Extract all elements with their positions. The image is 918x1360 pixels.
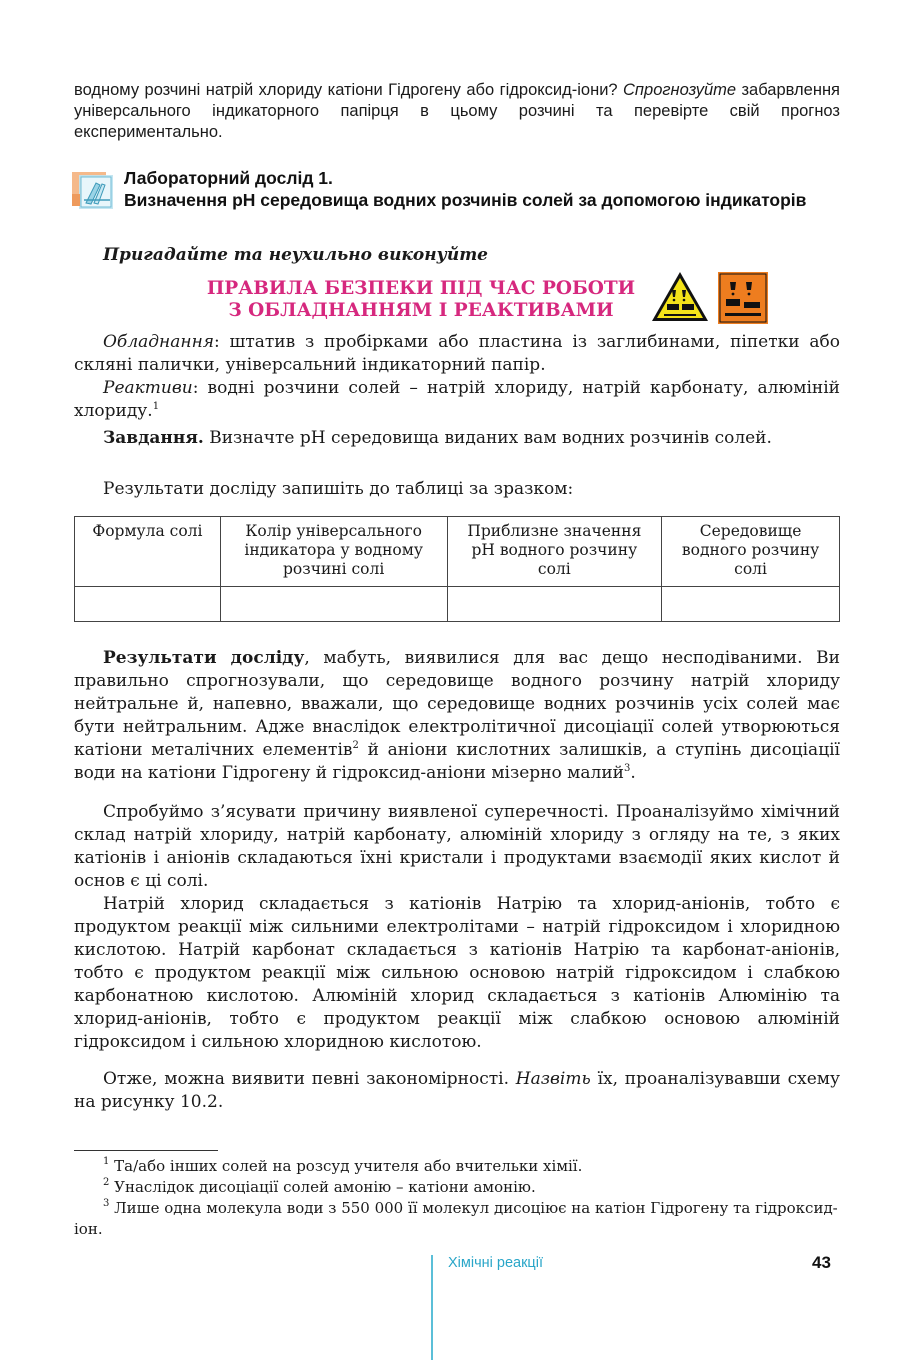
safety-rules-title: ПРАВИЛА БЕЗПЕКИ ПІД ЧАС РОБОТИ З ОБЛАДНАННЯМ І РЕАКТИВАМИ — [206, 278, 636, 321]
table-header-ph: Приблизне значення рН водного розчину солі — [447, 517, 662, 587]
analysis-paragraph: Спробуймо з’ясувати причину виявленої суперечності. Проаналізуймо хімічний склад натрій хлориду, натрій карбонату, алюміній хлориду з огляду на те, з яких катіонів і аніонів складаються їхні кристали і продуктами взаємодії яких кислот й основ є ці солі. — [74, 802, 840, 891]
results-table — [74, 516, 840, 622]
remember-note: Пригадайте та неухильно виконуйте — [103, 245, 488, 265]
table-header-formula: Формула солі — [75, 517, 221, 587]
lab-heading-line2: Визначення рН середовища водних розчинів солей за допомогою індикаторів — [124, 190, 807, 210]
table-header-color: Колір універсального індикатора у водному розчині солі — [220, 517, 447, 587]
intro-paragraph: водному розчині натрій хлориду катіони Гідрогену або гідроксид-іони? Спрогнозуйте забарвлення універсального індикаторного папірця в цьому розчині та перевірте свій прогноз експериментально. — [74, 81, 840, 141]
table-cell — [447, 587, 662, 622]
table-header-medium: Середовище водного розчину солі — [662, 517, 840, 587]
footer-section-title: Хімічні реакції — [448, 1255, 543, 1271]
footnote-1: $^1$ Та/або інших солей на розсуд учителя або вчительки хімії. — [103, 1156, 583, 1175]
footnote-2: $^2$ Унаслідок дисоціації солей амонію – катіони амонію. — [103, 1177, 536, 1196]
footer-divider — [431, 1255, 433, 1360]
table-intro: Результати досліду запишіть до таблиці за зразком: — [103, 479, 574, 499]
table-cell — [662, 587, 840, 622]
table-cell — [220, 587, 447, 622]
lab-heading — [124, 167, 840, 211]
table-header-row — [75, 517, 840, 587]
page-number: 43 — [812, 1253, 831, 1272]
reagents-paragraph: Реактиви: водні розчини солей – натрій хлориду, натрій карбонату, алюміній хлориду.$^1$ — [74, 378, 840, 421]
salts-composition-paragraph: Натрій хлорид складається з катіонів Натрію та хлорид-аніонів, тобто є продуктом реакції між сильними електролітами – натрій гідроксидом і хлоридною кислотою. Натрій карбонат складається з катіонів Натрію та карбонат-аніонів, тобто є продуктом реакції між сильною основою натрій гідроксидом і слабкою карбонатною кислотою. Алюміній хлорид складається з катіонів Алюмінію та хлорид-аніонів, тобто є продуктом реакції між слабкою основою алюміній гідроксидом і сильною хлоридною кислотою. — [74, 894, 840, 1052]
lab-heading-line1: Лабораторний дослід 1. — [124, 168, 333, 188]
task-paragraph: Завдання. Визначте рН середовища виданих вам водних розчинів солей. — [103, 428, 772, 448]
results-paragraph: Результати досліду, мабуть, виявилися для вас дещо несподіваними. Ви правильно спрогнозували, що середовище водного розчину натрій хлориду нейтральне й, напевно, вважали, що середовище водних розчинів усіх солей має бути нейтральним. Адже внаслідок електролітичної дисоціації солей утворюються катіони металічних елементів$^2$ й аніони кислотних залишків, а ступінь дисоціації води на катіони Гідрогену й гідроксид-аніони мізерно малий$^3$. — [74, 648, 840, 783]
table-cell — [75, 587, 221, 622]
corrosive-square-icon — [718, 272, 768, 324]
table-row — [75, 587, 840, 622]
lab-experiment-icon — [72, 170, 116, 210]
corrosive-triangle-icon — [650, 270, 710, 324]
conclusion-paragraph: Отже, можна виявити певні закономірності. Назвіть їх, проаналізувавши схему на рисунку 10.2. — [74, 1069, 840, 1112]
equipment-paragraph: Обладнання: штатив з пробірками або пластина із заглибинами, піпетки або скляні палички, універсальний індикаторний папір. — [74, 332, 840, 375]
footnote-divider — [74, 1150, 218, 1151]
footnote-3: $^3$ Лише одна молекула води з 550 000 її молекул дисоціює на катіон Гідрогену та гідроксид-іон. — [74, 1198, 838, 1238]
